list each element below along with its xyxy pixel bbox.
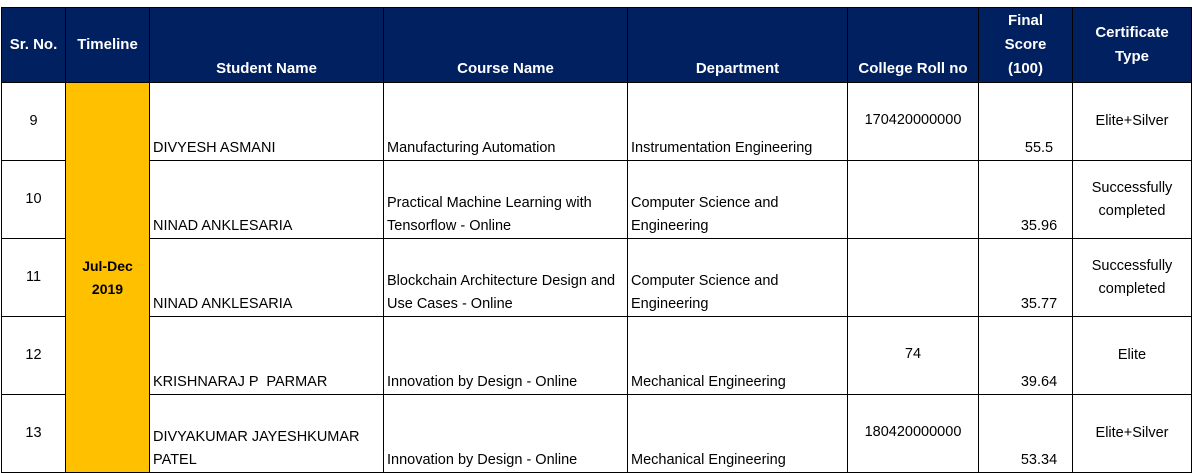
table-row (2, 317, 1192, 395)
header-student-name: Student Name (150, 8, 384, 83)
course-name-cell: Innovation by Design - Online (384, 317, 628, 395)
timeline-cell (66, 83, 150, 473)
table-row (2, 83, 1192, 161)
sr-no-cell: 11 (2, 239, 66, 317)
sr-no-cell: 10 (2, 161, 66, 239)
roll-no-cell (848, 161, 979, 239)
final-score-cell: 35.96 (979, 161, 1073, 239)
course-name-cell: Blockchain Architecture Design and Use Cases - Online (384, 239, 628, 317)
timeline-line2: 2019 (91, 280, 124, 297)
certificate-type-cell: Successfully completed (1073, 239, 1192, 317)
final-score-cell: 55.5 (979, 83, 1073, 161)
sr-no-cell: 9 (2, 83, 66, 161)
header-department: Department (628, 8, 848, 83)
header-row (2, 8, 1192, 83)
student-name-cell: DIVYAKUMAR JAYESHKUMAR PATEL (150, 395, 384, 473)
student-name-cell: DIVYESH ASMANI (150, 83, 384, 161)
header-final-score (979, 8, 1073, 83)
header-timeline: Timeline (66, 8, 150, 83)
final-score-cell: 53.34 (979, 395, 1073, 473)
department-cell: Computer Science and Engineering (628, 161, 848, 239)
table-row (2, 161, 1192, 239)
course-name-cell: Innovation by Design - Online (384, 395, 628, 473)
sr-no-cell: 13 (2, 395, 66, 473)
student-name-cell: NINAD ANKLESARIA (150, 239, 384, 317)
course-name-cell: Manufacturing Automation (384, 83, 628, 161)
certificate-type-cell: Elite (1073, 317, 1192, 395)
header-final-score-line1: Final (1007, 12, 1043, 29)
course-name-cell: Practical Machine Learning with Tensorflow - Online (384, 161, 628, 239)
roll-no-cell (848, 239, 979, 317)
department-cell: Mechanical Engineering (628, 317, 848, 395)
header-sr-no: Sr. No. (2, 8, 66, 83)
header-cert-line2: Type (1115, 48, 1149, 65)
header-course-name: Course Name (384, 8, 628, 83)
table-row (2, 395, 1192, 473)
student-name-cell: NINAD ANKLESARIA (150, 161, 384, 239)
sr-no-cell: 12 (2, 317, 66, 395)
header-roll-no: College Roll no (848, 8, 979, 83)
roll-no-cell: 170420000000 (848, 83, 979, 161)
table-row (2, 239, 1192, 317)
department-cell: Mechanical Engineering (628, 395, 848, 473)
header-final-score-line3: (100) (1007, 60, 1044, 77)
certificate-type-cell: Successfully completed (1073, 161, 1192, 239)
final-score-cell: 39.64 (979, 317, 1073, 395)
student-name-cell: KRISHNARAJ P PARMAR (150, 317, 384, 395)
certificate-type-cell: Elite+Silver (1073, 395, 1192, 473)
header-cert-line1: Certificate (1095, 24, 1169, 41)
roll-no-cell: 74 (848, 317, 979, 395)
timeline-line1: Jul-Dec (82, 257, 133, 274)
header-certificate-type (1073, 8, 1192, 83)
header-final-score-line2: Score (1004, 36, 1047, 53)
department-cell: Instrumentation Engineering (628, 83, 848, 161)
final-score-cell: 35.77 (979, 239, 1073, 317)
certificate-table (1, 7, 1192, 473)
department-cell: Computer Science and Engineering (628, 239, 848, 317)
roll-no-cell: 180420000000 (848, 395, 979, 473)
certificate-type-cell: Elite+Silver (1073, 83, 1192, 161)
